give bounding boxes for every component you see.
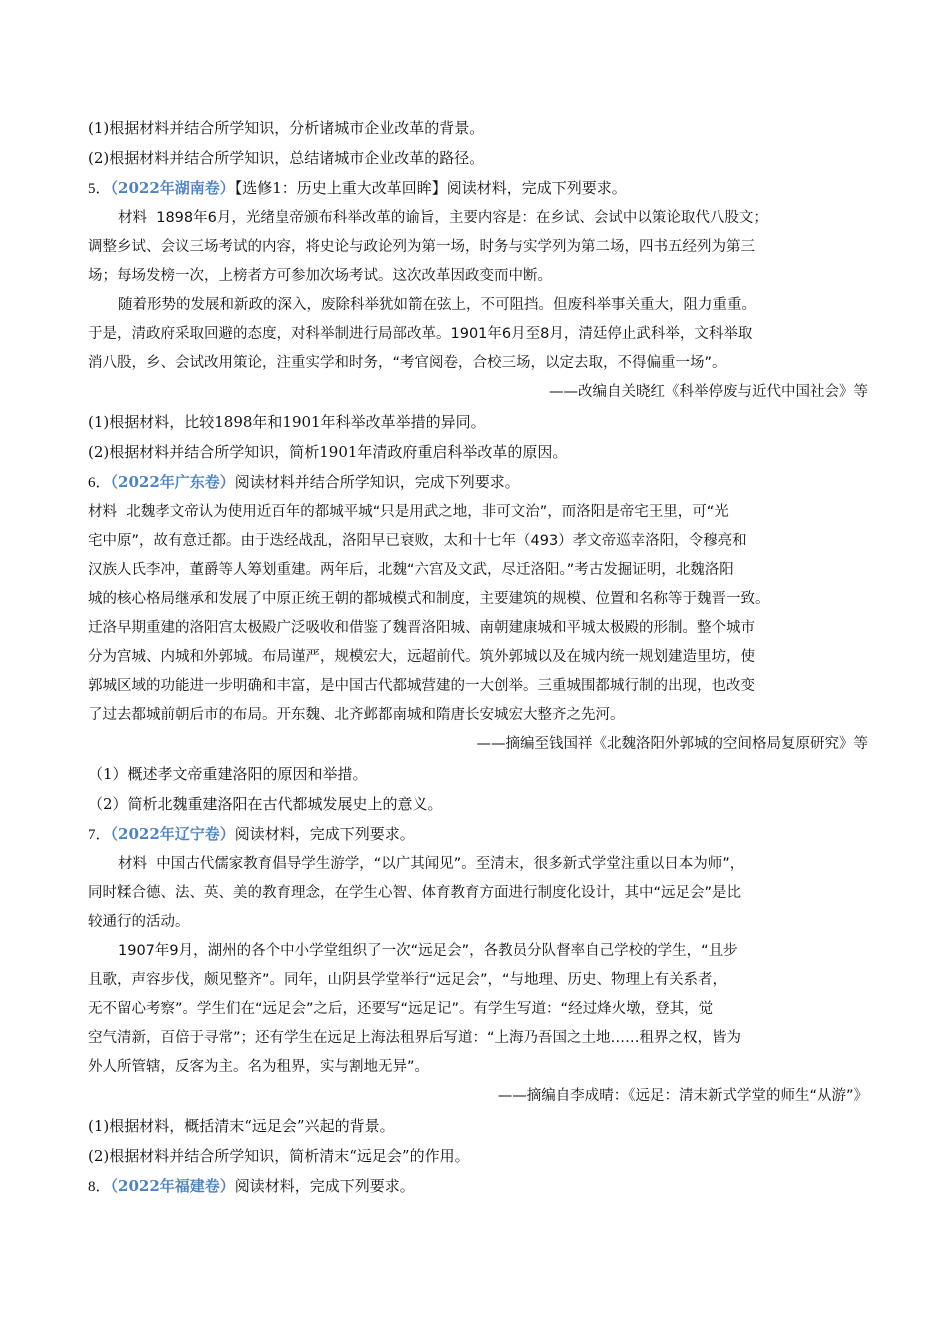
question-number: 5． (88, 181, 111, 197)
question-6-sub-1: （1）概述孝文帝重建洛阳的原因和举措。 (88, 765, 368, 783)
question-prompt: 阅读材料，完成下列要求。 (234, 825, 415, 843)
material-line: 材料 中国古代儒家教育倡导学生游学，“以广其闻见”。至清末，很多新式学堂注重以日本为师”， (118, 856, 745, 872)
question-prompt: 阅读材料，完成下列要求。 (234, 1177, 415, 1195)
question-7-heading (88, 819, 870, 850)
material-line: 同时糅合德、法、英、美的教育理念，在学生心智、体育教育方面进行制度化设计，其中“远足会”是比 (88, 885, 742, 901)
material-line: 材料 1898年6月，光绪皇帝颁布科举改革的谕旨，主要内容是：在乡试、会试中以策论取代八股文； (118, 210, 768, 226)
material-line: 分为宫城、内城和外郭城。布局谨严，规模宏大，远超前代。筑外郭城以及在城内统一规划建造里坊，使 (88, 649, 755, 665)
question-number: 7． (88, 827, 111, 843)
material-line: 于是，清政府采取回避的态度，对科举制进行局部改革。1901年6月至8月，清廷停止武科举，文科举取 (88, 326, 753, 342)
material-source: ——摘编自李成晴：《远足：清末新式学堂的师生“从游”》 (497, 1088, 868, 1104)
material-line: 迁洛早期重建的洛阳宫太极殿广泛吸收和借鉴了魏晋洛阳城、南朝建康城和平城太极殿的形制。整个城市 (88, 620, 755, 636)
material-line: 消八股，乡、会试改用策论，注重实学和时务，“考官阅卷，合校三场，以定去取，不得偏重一场”。 (88, 355, 727, 371)
question-5-heading (88, 173, 870, 204)
source-tag: （2022年辽宁卷） (110, 825, 235, 843)
material-line: 无不留心考察”。学生们在“远足会”之后，还要写“远足记”。有学生写道：“经过烽火墩，登其，觉 (88, 1001, 714, 1017)
material-line: 1907年9月，湖州的各个中小学堂组织了一次“远足会”，各教员分队督率自己学校的学生，“且步 (118, 943, 738, 959)
material-source: ——改编自关晓红《科举停废与近代中国社会》等 (549, 384, 868, 400)
material-line: 了过去都城前朝后市的布局。开东魏、北齐邺都南城和隋唐长安城宏大整齐之先河。 (88, 707, 625, 723)
material-line: 随着形势的发展和新政的深入，废除科举犹如箭在弦上，不可阻挡。但废科举事关重大，阻力重重。 (118, 297, 756, 313)
material-line: 汉族人氏李冲，董爵等人筹划重建。两年后，北魏“六宫及文武，尽迁洛阳。”考古发掘证明，北魏洛阳 (88, 562, 734, 578)
material-line: 外人所管辖，反客为主。名为租界，实与割地无异”。 (88, 1059, 430, 1075)
material-line: 空气清新，百倍于寻常”；还有学生在远足上海法租界后写道：“上海乃吾国之土地……租界之权，皆为 (88, 1030, 742, 1046)
question-7-sub-1: (1)根据材料，概括清末“远足会”兴起的背景。 (88, 1117, 395, 1135)
question-4-sub-1: (1)根据材料并结合所学知识，分析诸城市企业改革的背景。 (88, 119, 485, 137)
material-source: ——摘编至钱国祥《北魏洛阳外郭城的空间格局复原研究》等 (476, 736, 868, 752)
source-tag: （2022年福建卷） (110, 1177, 235, 1195)
source-tag: （2022年湖南卷） (110, 179, 235, 197)
material-line: 材料 北魏孝文帝认为使用近百年的都城平城“只是用武之地，非可文治”，而洛阳是帝宅王里，可“光 (88, 504, 729, 520)
material-line: 宅中原”，故有意迁都。由于迭经战乱，洛阳早已衰败，太和十七年（493）孝文帝巡幸洛阳，令穆亮和 (88, 533, 747, 549)
question-8-heading (88, 1171, 870, 1202)
question-number: 8． (88, 1179, 111, 1195)
question-6-heading (88, 467, 870, 498)
material-line: 郭城区域的功能进一步明确和丰富，是中国古代都城营建的一大创举。三重城围都城行制的出现，也改变 (88, 678, 755, 694)
material-line: 且歌，声容步伐，颇见整齐”。同年，山阴县学堂举行“远足会”，“与地理、历史、物理上有关系者， (88, 972, 728, 988)
question-7-sub-2: (2)根据材料并结合所学知识，简析清末“远足会”的作用。 (88, 1147, 470, 1165)
question-prompt: 【选修1：历史上重大改革回眸】阅读材料，完成下列要求。 (234, 179, 627, 197)
material-line: 城的核心格局继承和发展了中原正统王朝的都城模式和制度，主要建筑的规模、位置和名称等于魏晋一致。 (88, 591, 770, 607)
question-prompt: 阅读材料并结合所学知识，完成下列要求。 (234, 473, 520, 491)
question-5-sub-2: (2)根据材料并结合所学知识，简析1901年清政府重启科举改革的原因。 (88, 443, 568, 461)
question-number: 6． (88, 475, 111, 491)
material-line: 场；每场发榜一次，上榜者方可参加次场考试。这次改革因政变而中断。 (88, 268, 552, 284)
material-line: 较通行的活动。 (88, 914, 190, 930)
question-4-sub-2: (2)根据材料并结合所学知识，总结诸城市企业改革的路径。 (88, 149, 485, 167)
source-tag: （2022年广东卷） (110, 473, 235, 491)
question-5-sub-1: (1)根据材料，比较1898年和1901年科举改革举措的异同。 (88, 413, 486, 431)
question-6-sub-2: （2）简析北魏重建洛阳在古代都城发展史上的意义。 (88, 795, 443, 813)
material-line: 调整乡试、会议三场考试的内容，将史论与政论列为第一场，时务与实学列为第二场，四书五经列为第三 (88, 239, 755, 255)
